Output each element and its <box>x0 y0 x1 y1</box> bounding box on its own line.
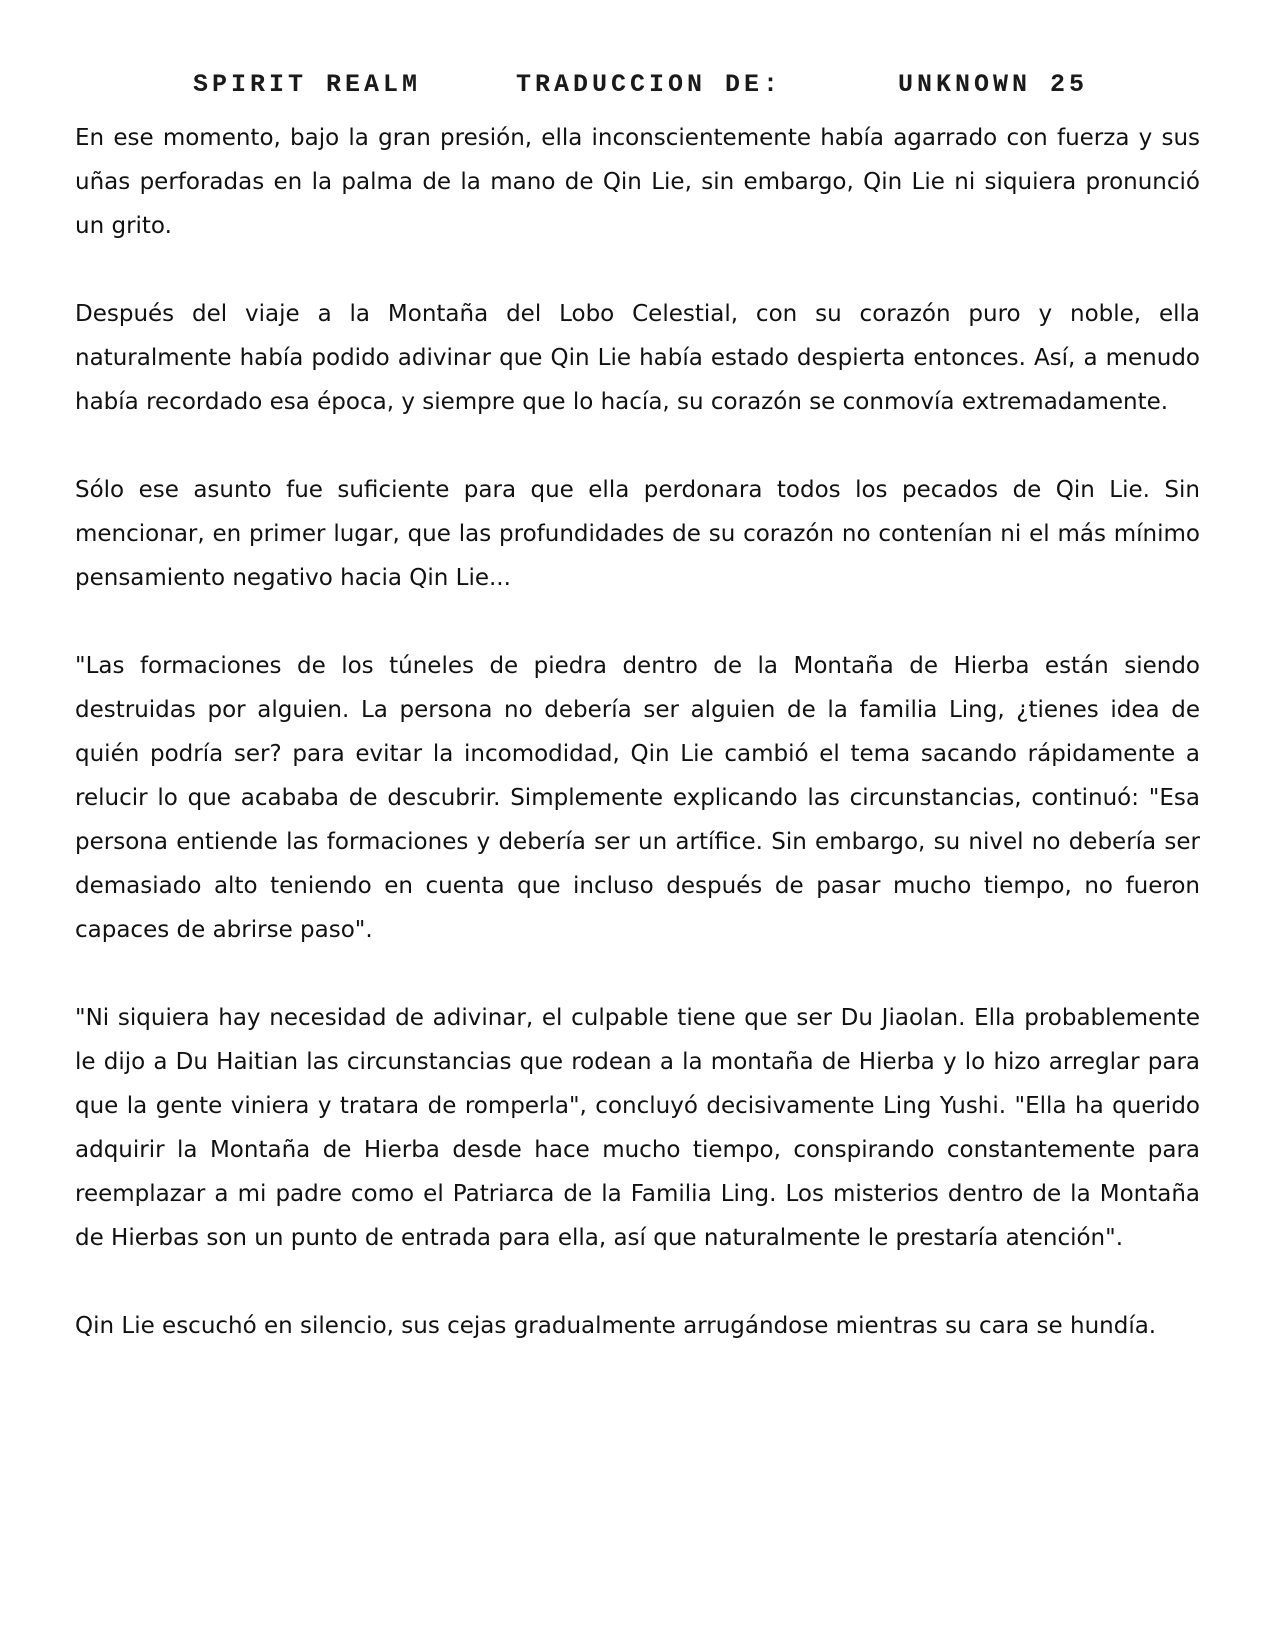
paragraph: Sólo ese asunto fue suficiente para que ella perdonara todos los pecados de Qin Lie. Sin mencionar, en primer lugar, que las profundidades de su corazón no contenían ni el más mínimo pensamiento negativo hacia Qin Lie... <box>75 477 1200 591</box>
header-translator-name: UNKNOWN 25 <box>898 70 1089 99</box>
paragraph: Después del viaje a la Montaña del Lobo Celestial, con su corazón puro y noble, ella naturalmente había podido adivinar que Qin Lie había estado despierta entonces. Así, a menudo había recordado esa época, y siempre que lo hacía, su corazón se conmovía extremadamente. <box>75 301 1200 415</box>
paragraph: "Ni siquiera hay necesidad de adivinar, el culpable tiene que ser Du Jiaolan. Ella probablemente le dijo a Du Haitian las circunstancias que rodean a la montaña de Hierba y lo hizo arreglar para que la gente viniera y tratara de romperla", concluyó decisivamente Ling Yushi. "Ella ha querido adquirir la Montaña de Hierba desde hace mucho tiempo, conspirando constantemente para reemplazar a mi padre como el Patriarca de la Familia Ling. Los misterios dentro de la Montaña de Hierbas son un punto de entrada para ella, así que naturalmente le prestaría atención". <box>75 1005 1200 1251</box>
page-header <box>0 70 1275 110</box>
header-series-title: SPIRIT REALM <box>193 70 422 99</box>
header-translation-label: TRADUCCION DE: <box>516 70 783 99</box>
paragraph: En ese momento, bajo la gran presión, ella inconscientemente había agarrado con fuerza y sus uñas perforadas en la palma de la mano de Qin Lie, sin embargo, Qin Lie ni siquiera pronunció un grito. <box>75 125 1200 239</box>
paragraph: "Las formaciones de los túneles de piedra dentro de la Montaña de Hierba están siendo destruidas por alguien. La persona no debería ser alguien de la familia Ling, ¿tienes idea de quién podría ser? para evitar la incomodidad, Qin Lie cambió el tema sacando rápidamente a relucir lo que acababa de descubrir. Simplemente explicando las circunstancias, continuó: "Esa persona entiende las formaciones y debería ser un artífice. Sin embargo, su nivel no debería ser demasiado alto teniendo en cuenta que incluso después de pasar mucho tiempo, no fueron capaces de abrirse paso". <box>75 653 1200 943</box>
document-body <box>75 116 1200 1348</box>
paragraph: Qin Lie escuchó en silencio, sus cejas gradualmente arrugándose mientras su cara se hundía. <box>75 1313 1157 1339</box>
